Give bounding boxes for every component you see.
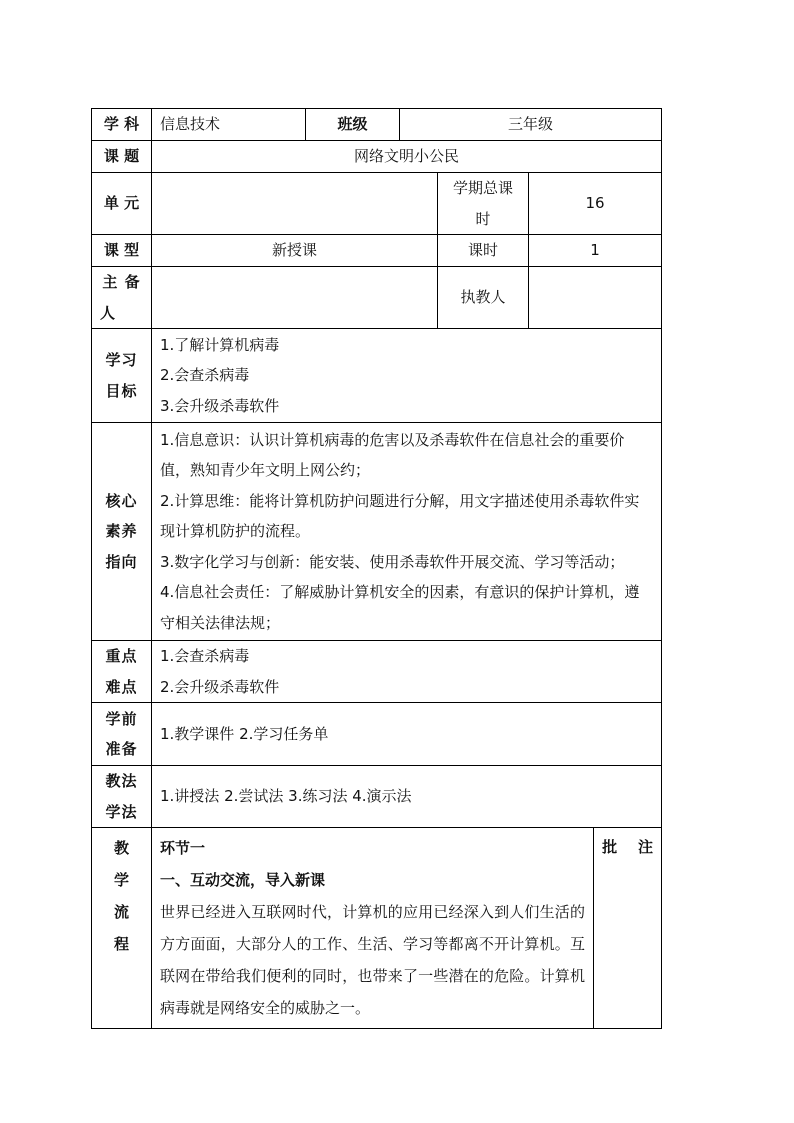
row-subject	[92, 109, 662, 141]
unit-label: 单 元	[92, 173, 152, 235]
unit-value	[152, 173, 438, 235]
goal-item: 2.会查杀病毒	[160, 366, 250, 385]
lesson-plan-table	[91, 108, 662, 1029]
prep-value: 1.教学课件 2.学习任务单	[152, 703, 662, 766]
prep-label-line-2: 准备	[105, 740, 138, 758]
hours-value: 1	[529, 235, 662, 267]
flow-section: 环节一	[160, 839, 206, 857]
subject-value: 信息技术	[152, 109, 306, 141]
method-label-line-2: 学法	[105, 802, 138, 821]
core-item: 4.信息社会责任：了解威胁计算机安全的因素，有意识的保护计算机，遵守相关法律法规；	[160, 583, 640, 632]
goals-content	[152, 329, 662, 423]
key-item: 1.会查杀病毒	[160, 647, 250, 665]
type-value: 新授课	[152, 235, 438, 267]
goals-label	[92, 329, 152, 423]
core-label	[92, 423, 152, 641]
flow-paragraph: 世界已经进入互联网时代，计算机的应用已经深入到人们生活的方方面面，大部分人的工作、生活、学习等都离不开计算机。互联网在带给我们便利的同时，也带来了一些潜在的危险。计算机病毒就是网络安全的威胁之一。	[160, 903, 585, 1017]
preparer-value	[152, 267, 438, 329]
topic-value: 网络文明小公民	[152, 141, 662, 173]
teacher-value	[529, 267, 662, 329]
method-label	[92, 766, 152, 828]
row-prep	[92, 703, 662, 766]
total-hours-label-line-1: 学期总课	[452, 179, 513, 197]
core-item: 1.信息意识：认识计算机病毒的危害以及杀毒软件在信息社会的重要价值，熟知青少年文明上网公约；	[160, 430, 625, 480]
goal-item: 3.会升级杀毒软件	[160, 396, 280, 415]
row-core	[92, 423, 662, 641]
core-label-line-3: 指向	[105, 552, 138, 571]
subject-label: 学 科	[92, 109, 152, 141]
key-content	[152, 641, 662, 703]
preparer-label	[92, 267, 152, 329]
key-label-line-1: 重点	[105, 647, 138, 665]
goals-label-line-1: 学习	[105, 351, 138, 369]
class-label: 班级	[306, 109, 400, 141]
core-item: 3.数字化学习与创新：能安装、使用杀毒软件开展交流、学习等活动；	[160, 552, 625, 571]
core-content	[152, 423, 662, 641]
flow-content	[152, 828, 594, 1029]
prep-label	[92, 703, 152, 766]
class-value: 三年级	[400, 109, 662, 141]
core-label-line-2: 素养	[105, 522, 138, 541]
flow-label-char: 学	[113, 871, 129, 889]
preparer-label-line-1: 主 备	[102, 273, 141, 291]
goals-label-line-2: 目标	[105, 381, 138, 400]
total-hours-value: 16	[529, 173, 662, 235]
teacher-label: 执教人	[438, 267, 529, 329]
row-unit	[92, 173, 662, 235]
prep-label-line-1: 学前	[105, 709, 138, 728]
total-hours-label	[438, 173, 529, 235]
key-item: 2.会升级杀毒软件	[160, 677, 280, 696]
topic-label: 课 题	[92, 141, 152, 173]
row-type	[92, 235, 662, 267]
row-goals	[92, 329, 662, 423]
goal-item: 1.了解计算机病毒	[160, 335, 280, 354]
core-label-line-1: 核心	[105, 491, 138, 510]
row-key-points	[92, 641, 662, 703]
row-flow	[92, 828, 662, 1029]
preparer-label-line-2: 人	[100, 303, 117, 322]
key-label-line-2: 难点	[105, 677, 138, 696]
flow-label-char: 程	[113, 935, 129, 953]
flow-label	[92, 828, 152, 1029]
row-preparer	[92, 267, 662, 329]
method-label-line-1: 教法	[105, 772, 138, 790]
hours-label: 课时	[438, 235, 529, 267]
note-label: 批 注	[594, 828, 662, 1029]
method-value: 1.讲授法 2.尝试法 3.练习法 4.演示法	[152, 766, 662, 828]
row-method	[92, 766, 662, 828]
core-item: 2.计算思维：能将计算机防护问题进行分解，用文字描述使用杀毒软件实现计算机防护的流程。	[160, 491, 640, 541]
flow-label-char: 流	[113, 903, 129, 921]
row-topic	[92, 141, 662, 173]
flow-label-char: 教	[113, 839, 129, 857]
key-label	[92, 641, 152, 703]
flow-heading: 一、互动交流，导入新课	[160, 871, 326, 889]
total-hours-label-line-2: 时	[475, 209, 491, 228]
type-label: 课 型	[92, 235, 152, 267]
